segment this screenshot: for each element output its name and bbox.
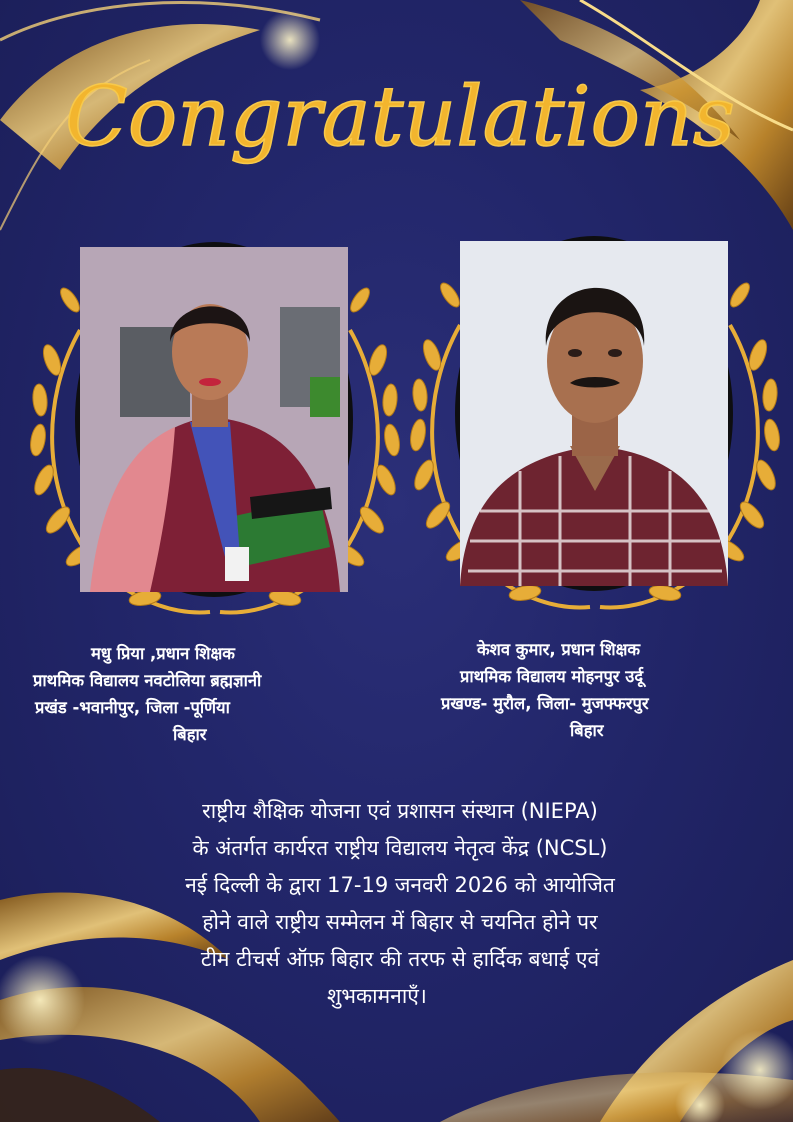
congratulation-message	[60, 793, 740, 1015]
message-line: राष्ट्रीय शैक्षिक योजना एवं प्रशासन संस्थान (NIEPA)	[202, 799, 598, 823]
portrait-photo-right	[455, 236, 733, 591]
message-line: के अंतर्गत कार्यरत राष्ट्रीय विद्यालय नेतृत्व केंद्र (NCSL)	[192, 836, 608, 860]
honoree-name-title: केशव कुमार, प्रधान शिक्षक	[477, 640, 641, 659]
honoree-name-title: मधु प्रिया ,प्रधान शिक्षक	[91, 644, 235, 663]
honoree-caption-left	[33, 640, 373, 748]
svg-text:Congratulations: Congratulations	[65, 70, 735, 165]
message-line: टीम टीचर्स ऑफ़ बिहार की तरफ से हार्दिक बधाई एवं	[200, 947, 600, 971]
message-line: शुभकामनाएँ।	[327, 984, 427, 1008]
message-line: होने वाले राष्ट्रीय सम्मेलन में बिहार से चयनित होने पर	[202, 910, 598, 934]
message-line: नई दिल्ली के द्वारा 17-19 जनवरी 2026 को आयोजित	[185, 873, 615, 897]
honoree-state: बिहार	[173, 725, 207, 744]
portrait-photo-left	[75, 242, 353, 597]
honoree-block-district: प्रखंड -भवानीपुर, जिला -पूर्णिया	[35, 698, 230, 717]
honoree-school: प्राथमिक विद्यालय नवटोलिया ब्रह्मज्ञानी	[33, 671, 262, 690]
honoree-caption-right	[425, 636, 765, 744]
honoree-block-district: प्रखण्ड- मुरौल, जिला- मुजफ्फरपुर	[441, 694, 649, 713]
honoree-state: बिहार	[570, 721, 604, 740]
honoree-school: प्राथमिक विद्यालय मोहनपुर उर्दू	[460, 667, 644, 686]
